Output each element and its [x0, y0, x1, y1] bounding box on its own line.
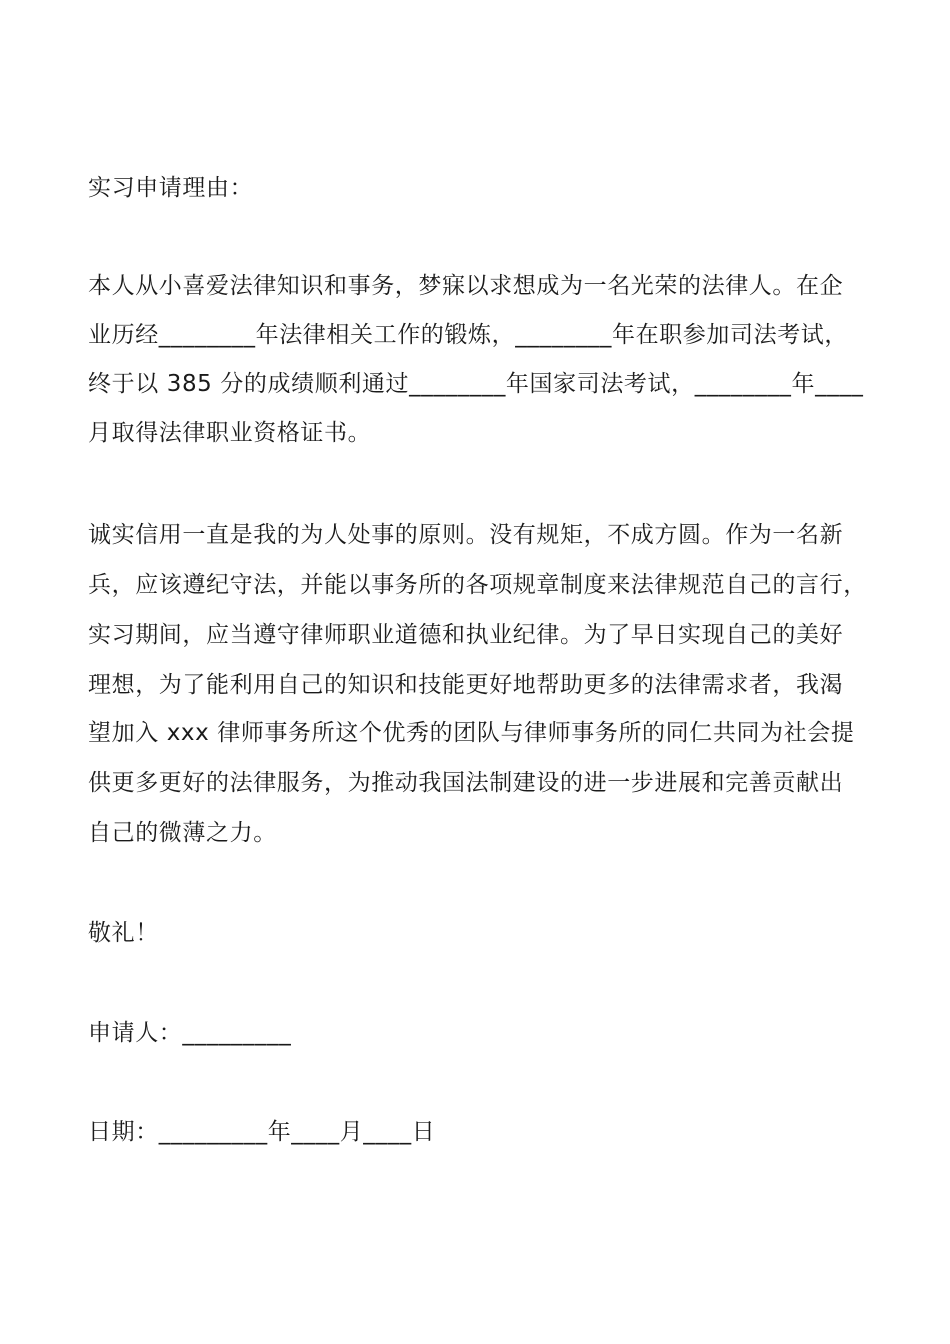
- paragraph2-line: 自己的微薄之力。: [88, 820, 277, 846]
- paragraph2-line: 供更多更好的法律服务，为推动我国法制建设的进一步进展和完善贡献出: [88, 770, 844, 796]
- paragraph2-line: 理想，为了能利用自己的知识和技能更好地帮助更多的法律需求者，我渴: [88, 672, 844, 698]
- paragraph1-line: 终于以 385 分的成绩顺利通过________年国家司法考试，________年____: [88, 371, 864, 397]
- paragraph2-line: 实习期间，应当遵守律师职业道德和执业纪律。为了早日实现自己的美好: [88, 622, 844, 648]
- paragraph2-line: 兵，应该遵纪守法，并能以事务所的各项规章制度来法律规范自己的言行，: [88, 572, 867, 598]
- paragraph2-line: 望加入 xxx 律师事务所这个优秀的团队与律师事务所的同仁共同为社会提: [88, 720, 855, 746]
- paragraph2-line: 诚实信用一直是我的为人处事的原则。没有规矩，不成方圆。作为一名新: [88, 522, 844, 548]
- paragraph1-line: 月取得法律职业资格证书。: [88, 420, 372, 446]
- closing-text: 敬礼！: [88, 920, 159, 946]
- date-line: 日期：_________年____月____日: [88, 1119, 436, 1145]
- document-heading: 实习申请理由：: [88, 175, 254, 201]
- paragraph1-line: 业历经________年法律相关工作的锻炼，________年在职参加司法考试，: [88, 322, 848, 348]
- paragraph1-line: 本人从小喜爱法律知识和事务，梦寐以求想成为一名光荣的法律人。在企: [88, 273, 844, 299]
- applicant-line: 申请人：_________: [88, 1020, 292, 1046]
